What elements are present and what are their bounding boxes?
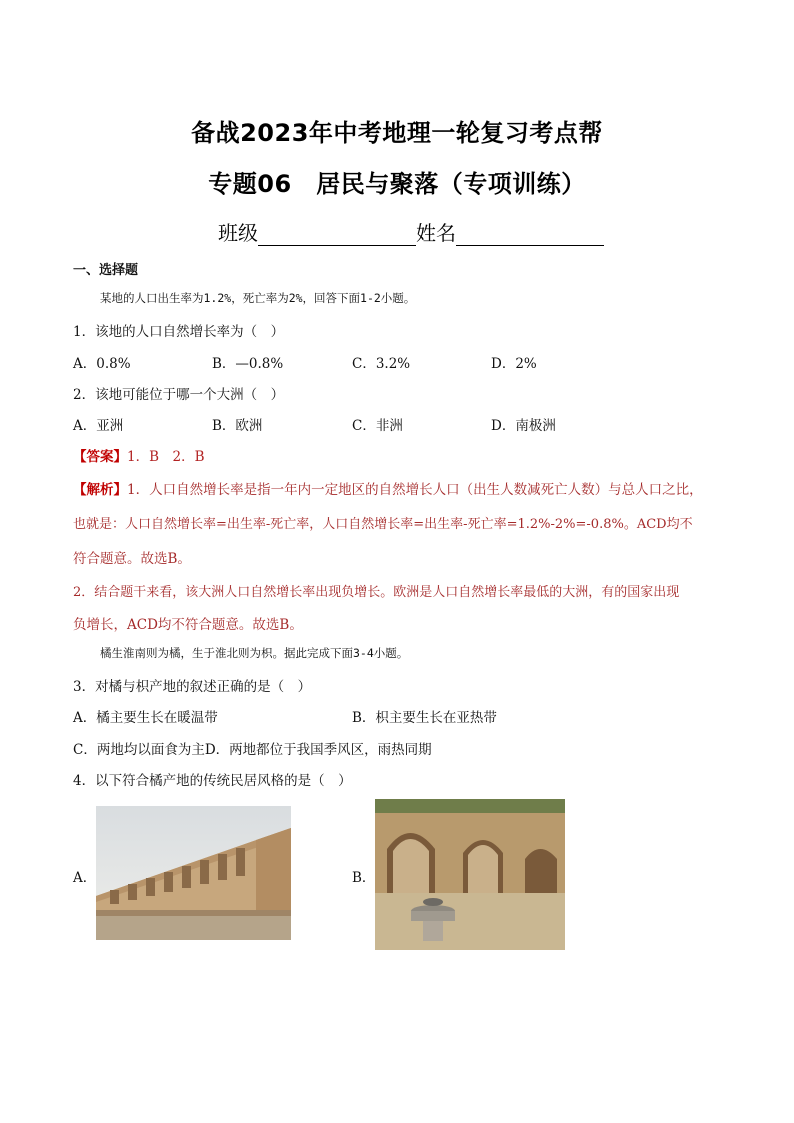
name-label: 姓名	[416, 221, 456, 245]
analysis-1-line-1	[73, 478, 703, 498]
cave-dwelling-illustration	[375, 799, 565, 950]
q2-option-a: A．亚洲	[73, 418, 124, 434]
analysis-1-line-3: 符合题意。故选B。	[73, 551, 191, 567]
class-label: 班级	[218, 221, 258, 245]
q4-option-a-label: A．	[73, 870, 97, 886]
answer-line	[73, 445, 205, 465]
q2-option-c: C．非洲	[352, 418, 403, 434]
q1-option-a: A．0.8%	[73, 356, 131, 372]
q4-option-b-image	[375, 799, 565, 950]
answer-tag: 【答案】	[73, 449, 127, 465]
analysis-2-line-1: 2．结合题干来看，该大洲人口自然增长率出现负增长。欧洲是人口自然增长率最低的大洲，有的国家出现	[73, 585, 680, 600]
q1-option-c: C．3.2%	[352, 356, 411, 372]
question-4-stem: 4．以下符合橘产地的传统民居风格的是（ ）	[73, 773, 352, 789]
name-blank[interactable]	[456, 225, 604, 246]
section-heading: 一、选择题	[73, 263, 139, 278]
question-1-stem: 1．该地的人口自然增长率为（ ）	[73, 324, 285, 340]
analysis-tag: 【解析】	[73, 482, 127, 498]
q3-option-d: D．两地都位于我国季风区，雨热同期	[204, 742, 432, 758]
adobe-granary-illustration	[96, 806, 291, 940]
analysis-1-text-1: 1．人口自然增长率是指一年内一定地区的自然增长人口（出生人数减死亡人数）与总人口之比，	[127, 482, 703, 498]
q3-option-b: B．枳主要生长在亚热带	[352, 710, 497, 726]
class-blank[interactable]	[258, 225, 416, 246]
answer-text: 1．B 2．B	[127, 449, 205, 465]
class-name-line	[218, 217, 604, 246]
lead-text-1: 某地的人口出生率为1.2%，死亡率为2%，回答下面1-2小题。	[100, 291, 416, 305]
page-title: 备战2023年中考地理一轮复习考点帮	[191, 119, 603, 147]
q4-option-a-image	[96, 806, 291, 940]
analysis-1-line-2: 也就是：人口自然增长率=出生率-死亡率，人口自然增长率=出生率-死亡率=1.2%-2%=-0.8%。ACD均不	[73, 517, 693, 532]
q3-option-c: C．两地均以面食为主	[73, 742, 205, 758]
q2-option-b: B．欧洲	[212, 418, 263, 434]
question-2-stem: 2．该地可能位于哪一个大洲（ ）	[73, 387, 285, 403]
question-3-stem: 3．对橘与枳产地的叙述正确的是（ ）	[73, 679, 312, 695]
q3-option-a: A．橘主要生长在暖温带	[73, 710, 218, 726]
lead-text-2: 橘生淮南则为橘，生于淮北则为枳。据此完成下面3-4小题。	[100, 646, 409, 660]
q1-option-b: B．—0.8%	[212, 356, 284, 372]
q4-option-b-label: B．	[352, 870, 376, 886]
q2-option-d: D．南极洲	[491, 418, 556, 434]
q3-option-c-d-line	[73, 738, 432, 758]
q1-option-d: D．2%	[491, 356, 537, 372]
analysis-2-line-2: 负增长，ACD均不符合题意。故选B。	[73, 617, 303, 633]
page-subtitle: 专题06 居民与聚落（专项训练）	[208, 170, 586, 198]
